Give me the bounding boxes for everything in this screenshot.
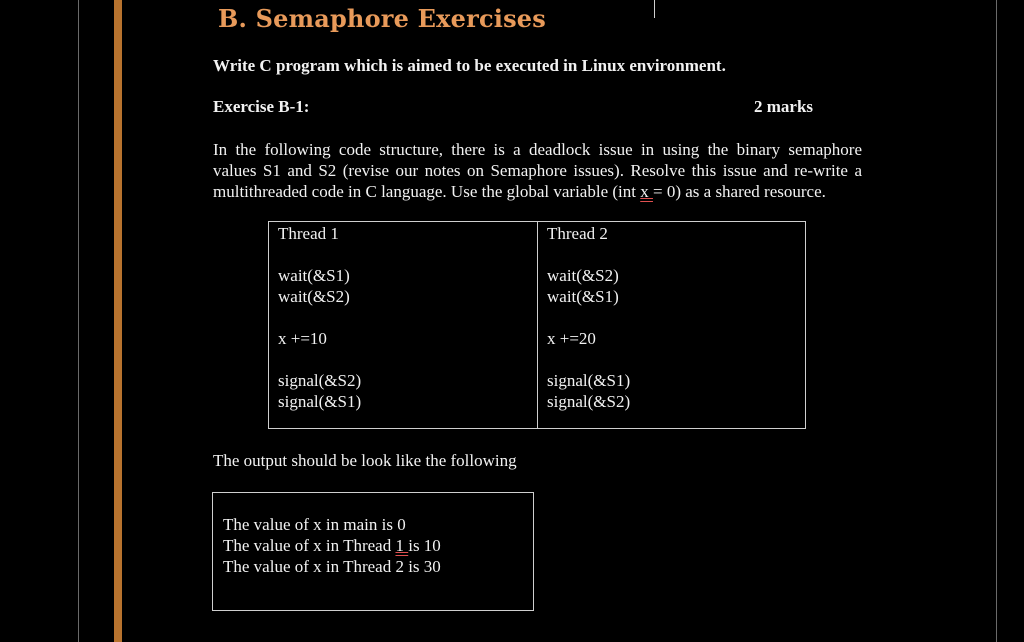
right-page-edge — [996, 0, 997, 642]
thread-1-column — [269, 222, 537, 428]
output-line-2-post: is 10 — [408, 536, 441, 555]
thread-code-table — [268, 221, 806, 429]
output-line-2-pre: The value of x in Thread — [223, 536, 396, 555]
thread-2-wait-1: wait(&S2) — [547, 266, 619, 285]
section-heading: B. Semaphore Exercises — [218, 4, 546, 33]
thread-1-signal-2: signal(&S1) — [278, 392, 362, 411]
thread-2-header: Thread 2 — [547, 224, 608, 243]
exercise-description — [213, 139, 862, 202]
thread-2-operation: x +=20 — [547, 329, 596, 348]
thread-2-signal-2: signal(&S2) — [547, 392, 631, 411]
text-cursor — [654, 0, 655, 18]
thread-1-wait-1: wait(&S1) — [278, 266, 350, 285]
expected-output-box — [212, 492, 534, 611]
thread-1-operation: x +=10 — [278, 329, 327, 348]
exercise-label: Exercise B-1: — [213, 97, 310, 116]
accent-bar — [114, 0, 122, 642]
thread-1-signal-1: signal(&S2) — [278, 371, 362, 390]
thread-2-wait-2: wait(&S1) — [547, 287, 619, 306]
description-line-3-pre: multithreaded code in C language. Use the global variable (int — [213, 182, 641, 201]
thread-2-column — [537, 222, 805, 428]
thread-number: 1 — [395, 536, 409, 555]
output-line-1: The value of x in main is 0 — [223, 515, 406, 534]
shared-variable: x — [640, 182, 653, 201]
thread-2-signal-1: signal(&S1) — [547, 371, 631, 390]
output-intro: The output should be look like the following — [213, 451, 517, 470]
thread-1-wait-2: wait(&S2) — [278, 287, 350, 306]
description-line-3 — [213, 181, 862, 202]
left-page-edge — [78, 0, 79, 642]
instruction-text: Write C program which is aimed to be executed in Linux environment. — [213, 56, 726, 75]
description-line-2: values S1 and S2 (revise our notes on Semaphore issues). Resolve this issue and re-write a — [213, 161, 862, 180]
output-line-3: The value of x in Thread 2 is 30 — [223, 557, 441, 576]
thread-1-header: Thread 1 — [278, 224, 339, 243]
output-line-2 — [223, 535, 533, 556]
description-line-1: In the following code structure, there is a deadlock issue in using the binary semaphore — [213, 140, 862, 159]
marks-label: 2 marks — [754, 97, 814, 116]
description-line-3-post: = 0) as a shared resource. — [652, 182, 826, 201]
